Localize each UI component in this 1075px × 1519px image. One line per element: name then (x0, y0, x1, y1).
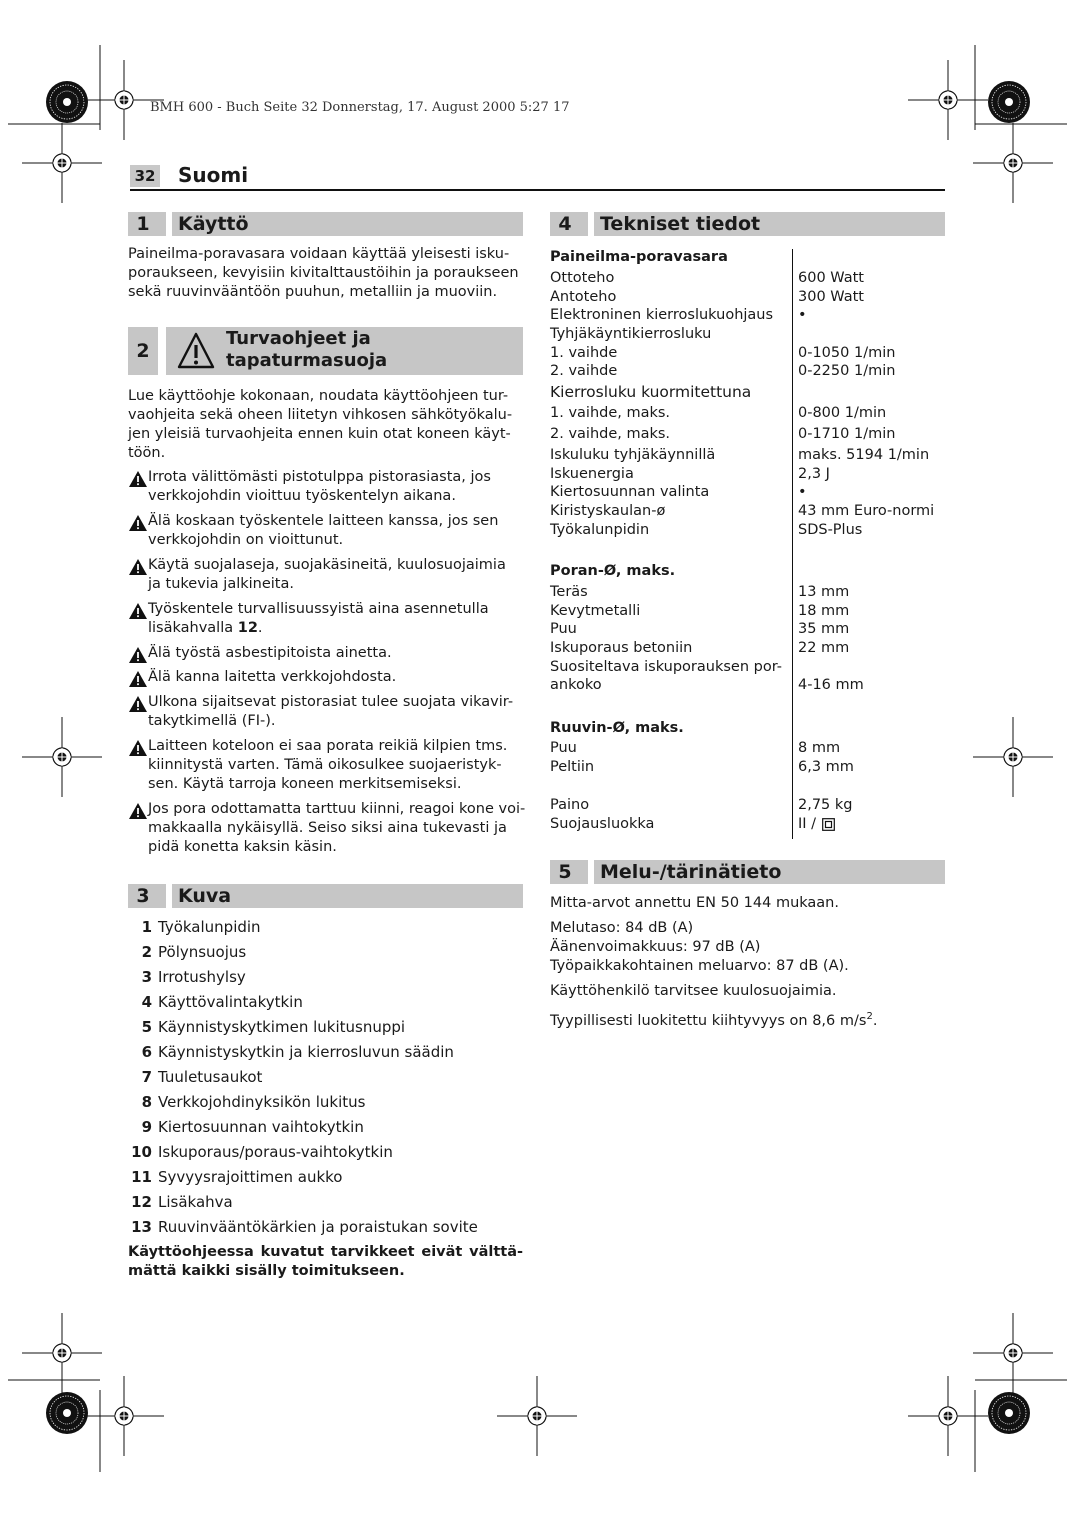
text-line: Lue käyttöohje kokonaan, noudata käyttöohjeen tur- (128, 388, 509, 404)
spec-table (550, 404, 945, 539)
legend-number: 1 (141, 918, 152, 936)
spec-group-heading: Paineilma-poravasara (550, 249, 728, 265)
text-line: verkkojohdin on vioittunut. (148, 532, 344, 548)
header-rule (130, 189, 945, 191)
spec-value: 13 mm (798, 584, 850, 600)
spec-value: • (798, 484, 807, 501)
spec-row (550, 362, 945, 381)
safety-item (128, 737, 528, 794)
spec-value: SDS-Plus (798, 521, 863, 538)
legend-number: 6 (141, 1043, 152, 1061)
legend-number: 10 (131, 1143, 152, 1161)
page-title: Suomi (178, 163, 249, 187)
spec-row (550, 639, 945, 658)
spec-row (550, 425, 945, 446)
warning-icon (128, 470, 148, 488)
safety-item (128, 556, 528, 594)
legend-item (128, 1017, 523, 1042)
legend-item (128, 1142, 523, 1167)
spec-label: Antoteho (550, 288, 617, 305)
spec-row (550, 483, 945, 502)
section-number: 1 (136, 213, 150, 235)
text-line: Käyttöhenkilö tarvitsee kuulosuojaimia. (550, 983, 837, 999)
spec-value: 2,3 J (798, 465, 830, 482)
spec-label: Iskuenergia (550, 465, 634, 482)
spec-label: Työkalunpidin (550, 521, 650, 538)
text-line: Työpaikkakohtainen meluarvo: 87 dB (A). (550, 958, 849, 974)
text-line: Älä työstä asbestipitoista ainetta. (148, 645, 392, 661)
text-line: Ulkona sijaitsevat pistorasiat tulee suojata vikavir- (148, 694, 514, 710)
text-line: Paineilma-poravasara voidaan käyttää yleisesti isku- (128, 246, 510, 262)
spec-row (550, 796, 945, 815)
legend-item (128, 1217, 523, 1242)
spec-row (550, 404, 945, 425)
spec-value: 0-800 1/min (798, 405, 887, 421)
text-line: takytkimellä (FI-). (148, 713, 276, 729)
section-2-intro (128, 387, 528, 463)
spec-label: Teräs (550, 584, 588, 600)
legend-label: Lisäkahva (158, 1193, 233, 1211)
legend-label: Ruuvinvääntökärkien ja poraistukan sovite (158, 1218, 478, 1236)
legend-number: 12 (131, 1193, 152, 1211)
text-line: Käyttöohjeessa kuvatut tarvikkeet eivät välttä- (128, 1244, 523, 1260)
text-line: ja tukevia jalkineita. (148, 576, 294, 592)
section-1-heading (128, 212, 523, 236)
spec-value: maks. 5194 1/min (798, 447, 930, 463)
legend-label: Syvyysrajoittimen aukko (158, 1168, 343, 1186)
safety-item (128, 644, 528, 663)
spec-row (550, 288, 945, 307)
spec-value: • (798, 307, 807, 324)
spec-label: 1. vaihde (550, 344, 618, 361)
spec-row (550, 502, 945, 521)
legend-label: Tuuletusaukot (158, 1068, 263, 1086)
spec-label: Kevytmetalli (550, 602, 641, 619)
spec-row (550, 758, 945, 777)
legend-item (128, 917, 523, 942)
spec-value: 0-1050 1/min (798, 344, 896, 361)
text-run: . (257, 620, 263, 636)
spec-value: 0-2250 1/min (798, 363, 896, 380)
spec-value: 600 Watt (798, 270, 864, 286)
warning-icon (176, 331, 216, 371)
spec-value: 43 mm Euro-normi (798, 503, 935, 520)
spec-label: Puu (550, 740, 577, 756)
legend-number: 9 (141, 1118, 152, 1136)
spec-value: 2,75 kg (798, 797, 853, 813)
legend-item (128, 942, 523, 967)
spec-label: Ottoteho (550, 270, 615, 286)
warning-icon (128, 558, 148, 576)
legend-label: Käyttövalintakytkin (158, 993, 303, 1011)
spec-label: Kiristyskaulan-ø (550, 503, 666, 520)
spec-value: 300 Watt (798, 288, 864, 305)
text-line: Laitteen koteloon ei saa porata reikiä kilpien tms. (148, 738, 508, 754)
legend-item (128, 992, 523, 1017)
section-title-line-1: Turvaohjeet ja (226, 328, 371, 349)
text-line: Mitta-arvot annettu EN 50 144 mukaan. (550, 895, 839, 911)
legend-label: Iskuporaus/poraus-vaihtokytkin (158, 1143, 393, 1161)
legend-number: 7 (141, 1068, 152, 1086)
spec-label: Suojausluokka (550, 815, 655, 832)
legend-label: Kiertosuunnan vaihtokytkin (158, 1118, 364, 1136)
legend-label: Verkkojohdinyksikön lukitus (158, 1093, 366, 1111)
text-line: Työskentele turvallisuussyistä aina asennetulla (148, 601, 489, 617)
legend-label: Pölynsuojus (158, 943, 247, 961)
spec-table (550, 583, 945, 695)
spec-row (550, 446, 945, 465)
safety-item (128, 600, 528, 638)
safety-item (128, 668, 528, 687)
print-slug: BMH 600 - Buch Seite 32 Donnerstag, 17. August 2000 5:27 17 (150, 100, 570, 115)
warning-icon (128, 514, 148, 532)
spec-row (550, 658, 945, 677)
spec-group-heading: Poran-Ø, maks. (550, 563, 676, 579)
section-title-line-2: tapaturmasuoja (226, 350, 388, 371)
legend-item (128, 1067, 523, 1092)
spec-subheading: Kierrosluku kuormitettuna (550, 383, 752, 401)
warning-icon (128, 602, 148, 620)
spec-value: 18 mm (798, 602, 850, 619)
legend-item (128, 1117, 523, 1142)
section-number: 3 (136, 885, 150, 907)
section-title: Tekniset tiedot (588, 212, 945, 236)
section-1-text (128, 245, 528, 302)
spec-value: 0-1710 1/min (798, 426, 896, 442)
safety-item (128, 693, 528, 731)
legend-label: Irrotushylsy (158, 968, 246, 986)
legend-number: 3 (141, 968, 152, 986)
legend-item (128, 1167, 523, 1192)
spec-label: Iskuporaus betoniin (550, 640, 693, 657)
warning-icon (128, 646, 148, 664)
text-line: sekä ruuvinvääntöön puuhun, metalliin ja muoviin. (128, 284, 498, 300)
section-2-heading (128, 327, 523, 375)
section-number: 2 (128, 327, 158, 375)
text-line: Jos pora odottamatta tarttuu kiinni, reagoi kone voi- (148, 801, 526, 817)
text-line: vaohjeita sekä oheen liitetyn vihkosen sähkötyökalu- (128, 407, 513, 423)
spec-row (550, 583, 945, 602)
safety-item (128, 800, 528, 857)
text-line: Älä kanna laitetta verkkojohdosta. (148, 669, 397, 685)
delivery-note (128, 1243, 523, 1281)
text-run: Tyypillisesti luokitettu kiihtyvyys on 8,6 m/s (550, 1012, 867, 1029)
text-line: verkkojohdin vioittuu työskentelyn aikana. (148, 488, 456, 504)
noise-text (550, 894, 950, 1031)
text-line: Äänenvoimakkuus: 97 dB (A) (550, 939, 761, 955)
warning-icon (128, 670, 148, 688)
safety-item (128, 468, 528, 506)
spec-label: Tyhjäkäyntikierrosluku (550, 326, 712, 343)
legend-item (128, 1042, 523, 1067)
text-line: töön. (128, 445, 166, 461)
section-5-heading (550, 860, 945, 884)
text-line (550, 1007, 950, 1031)
spec-label: Puu (550, 621, 577, 638)
text-line (128, 619, 528, 638)
spec-label: 2. vaihde, maks. (550, 426, 671, 442)
section-4-heading (550, 212, 945, 236)
text-line: makkaalla nykäisyllä. Seiso siksi aina tukevasti ja (148, 820, 507, 836)
spec-value: 8 mm (798, 740, 841, 756)
spec-value: 6,3 mm (798, 758, 854, 775)
text-line: Irrota välittömästi pistotulppa pistorasiasta, jos (148, 469, 491, 485)
spec-label: 2. vaihde (550, 363, 618, 380)
text-line: sen. Käytä tarroja koneen merkitsemiseksi. (148, 776, 462, 792)
spec-row (550, 344, 945, 363)
spec-row (550, 815, 945, 834)
figure-ref: 12 (237, 620, 258, 636)
spec-group-heading: Ruuvin-Ø, maks. (550, 720, 684, 736)
spec-row (550, 521, 945, 540)
text-run: . (872, 1012, 878, 1029)
legend-number: 2 (141, 943, 152, 961)
legend-number: 4 (141, 993, 152, 1011)
legend-label: Työkalunpidin (158, 918, 261, 936)
spec-label: Suositeltava iskuporauksen por- (550, 658, 782, 675)
spec-table (550, 739, 945, 776)
legend-number: 8 (141, 1093, 152, 1111)
section-title: Kuva (166, 884, 523, 908)
warning-icon (128, 802, 148, 820)
page-number: 32 (130, 165, 160, 187)
text-line: Älä koskaan työskentele laitteen kanssa, jos sen (148, 513, 499, 529)
legend-item (128, 1092, 523, 1117)
spec-value: 35 mm (798, 621, 850, 638)
text-run: lisäkahvalla (148, 620, 234, 636)
section-3-heading (128, 884, 523, 908)
section-number: 5 (558, 861, 572, 883)
spec-label: Iskuluku tyhjäkäynnillä (550, 447, 716, 463)
warning-icon (128, 695, 148, 713)
spec-label: Paino (550, 797, 590, 813)
section-number: 4 (558, 213, 572, 235)
spec-table (550, 796, 945, 833)
legend-number: 5 (141, 1018, 152, 1036)
spec-row (550, 269, 945, 288)
section-title: Käyttö (166, 212, 523, 236)
text-line: Melutaso: 84 dB (A) (550, 920, 694, 936)
section-title-box (166, 327, 523, 375)
section-title: Melu-/tärinätieto (588, 860, 945, 884)
text-line: poraukseen, kevyisiin kivitalttaustöihin ja poraukseen (128, 265, 519, 281)
superscript: 2 (866, 1011, 873, 1022)
spec-row (550, 602, 945, 621)
spec-row (550, 306, 945, 325)
legend-label: Käynnistyskytkin ja kierrosluvun säädin (158, 1043, 454, 1061)
spec-value: 4-16 mm (798, 677, 864, 694)
spec-label: Kiertosuunnan valinta (550, 484, 710, 501)
legend-label: Käynnistyskytkimen lukitusnuppi (158, 1018, 406, 1036)
spec-table (550, 269, 945, 381)
spec-label: 1. vaihde, maks. (550, 405, 671, 421)
legend-item (128, 1192, 523, 1217)
spec-value: II / (798, 815, 817, 832)
spec-row (550, 620, 945, 639)
warning-icon (128, 739, 148, 757)
spec-value: 22 mm (798, 640, 850, 657)
spec-row (550, 676, 945, 695)
legend-item (128, 967, 523, 992)
double-insulation-icon (822, 818, 835, 831)
spec-label: Peltiin (550, 758, 595, 775)
figure-legend-list (128, 917, 523, 1242)
text-line: pidä konetta kaksin käsin. (148, 839, 337, 855)
spec-row (550, 739, 945, 758)
legend-number: 13 (131, 1218, 152, 1236)
spec-row (550, 325, 945, 344)
spec-label: ankoko (550, 677, 602, 694)
spec-label: Elektroninen kierroslukuohjaus (550, 307, 774, 324)
text-line: jen yleisiä turvaohjeita ennen kuin otat koneen käyt- (128, 426, 511, 442)
spec-row (550, 465, 945, 484)
text-line: Käytä suojalaseja, suojakäsineitä, kuulosuojaimia (148, 557, 506, 573)
safety-item (128, 512, 528, 550)
text-line: kiinnitystä varten. Tämä oikosulkee suojaeristyk- (148, 757, 502, 773)
legend-number: 11 (131, 1168, 152, 1186)
text-line: mättä kaikki sisälly toimitukseen. (128, 1263, 405, 1279)
